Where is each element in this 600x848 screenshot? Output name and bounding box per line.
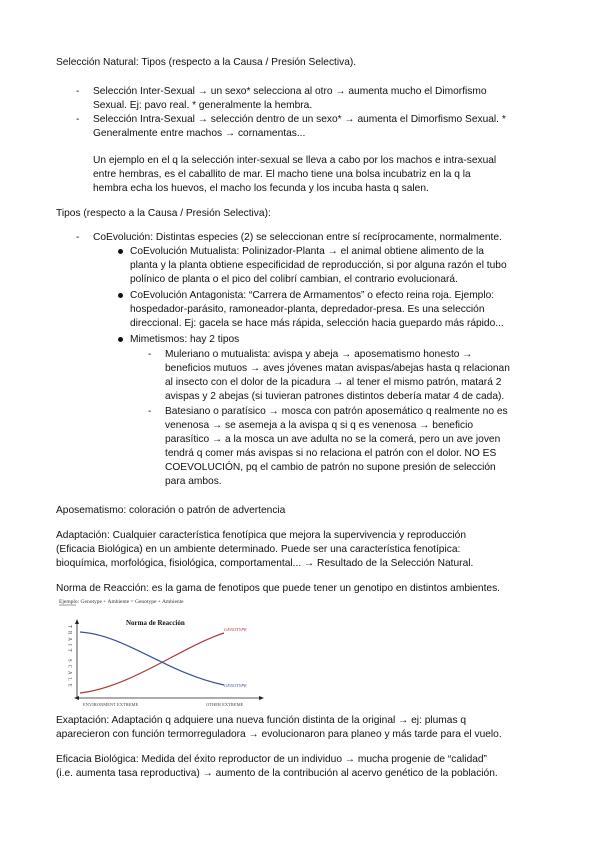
mimetismo-line: COEVOLUCIÓN, pq el cambio de patrón no supone presión de selección bbox=[165, 462, 496, 473]
mimetismo-line: beneficios mutuos → aves jóvenes matan avispas/abejas hasta q relacionan bbox=[165, 363, 510, 374]
bullet-dot bbox=[118, 337, 123, 342]
list-item-line: Sexual. Ej: pavo real. * generalmente la hembra. bbox=[93, 100, 313, 111]
mimetismo-line: Muleriano o mutualista: avispa y abeja → aposematismo honesto → bbox=[165, 349, 473, 360]
section-title: Selección Natural: Tipos (respecto a la Causa / Presión Selectiva). bbox=[56, 57, 357, 68]
figure-title: Norma de Reacción bbox=[126, 619, 185, 627]
example-line: entre hembras, es el caballito de mar. El macho tiene una bolsa incubatriz en la q la bbox=[93, 169, 471, 180]
mimetismo-line: para ambos. bbox=[165, 476, 222, 487]
bullet-line: Mimetismos: hay 2 tipos bbox=[130, 334, 240, 345]
bullet-line: hospedador-parásito, ramoneador-planta, depredador-presa. Es una selección bbox=[130, 304, 485, 315]
x-axis-arrow-left bbox=[74, 696, 79, 700]
example-line: hembra echa los huevos, el macho los fecunda y los incuba hasta q salen. bbox=[93, 183, 429, 194]
aposematismo-line: Aposematismo: coloración o patrón de advertencia bbox=[56, 505, 286, 516]
list-item-line: Selección Intra-Sexual → selección dentro de un sexo* → aumenta el Dimorfismo Sexual. * bbox=[93, 114, 506, 125]
dash-marker: - bbox=[76, 114, 80, 125]
y-axis-arrow bbox=[75, 619, 79, 624]
bullet-line: CoEvolución Mutualista: Polinizador-Planta → el animal obtiene alimento de la bbox=[130, 246, 484, 257]
bullet-line: planta y la planta obtiene especificidad de reproducción, si por alguna razón el tubo bbox=[130, 260, 507, 271]
figure-header: Ejemplo: Genotype + Ambiente = Genotype + Ambiente bbox=[59, 599, 184, 605]
mimetismo-line: avispas y 2 abejas (si tuvieran patrones distintos debería matar 4 de cada). bbox=[165, 391, 505, 402]
adaptacion-line: (Eficacia Biológica) en un ambiente determinado. Puede ser una característica fenotípica: bbox=[56, 544, 461, 555]
exaptacion-line: Exaptación: Adaptación q adquiere una nueva función distinta de la original → ej: plumas q bbox=[56, 715, 467, 726]
bullet-dot bbox=[118, 249, 123, 254]
dash-marker: - bbox=[148, 406, 152, 417]
mimetismo-line: parasítico → a la mosca un ave adulta no se la comerá, pero un ave joven bbox=[165, 434, 501, 445]
bullet-line: direccional. Ej: gacela se hace más rápida, selección hacia guepardo más rápido... bbox=[130, 318, 504, 329]
tipos-heading: Tipos (respecto a la Causa / Presión Selectiva): bbox=[56, 208, 271, 219]
list-item-line: Selección Inter-Sexual → un sexo* selecciona al otro → aumenta mucho el Dimorfismo bbox=[93, 86, 487, 97]
norma-line: Norma de Reacción: es la gama de fenotipos que puede tener un genotipo en distintos ambientes. bbox=[56, 583, 501, 594]
x-axis-arrow bbox=[259, 696, 264, 700]
x-axis-left-label: ENVIRONMENT EXTREME bbox=[83, 702, 139, 707]
curve-red bbox=[80, 633, 224, 693]
example-line: Un ejemplo en el q la selección inter-sexual se lleva a cabo por los machos e intra-sexual bbox=[93, 155, 497, 166]
eficacia-line: (i.e. aumenta tasa reproductiva) → aumento de la contribución al acervo genético de la población. bbox=[56, 768, 498, 779]
norma-reaccion-figure bbox=[56, 595, 271, 708]
bullet-dot bbox=[118, 293, 123, 298]
dash-marker: - bbox=[148, 349, 152, 360]
exaptacion-line: aparecieron con función termorreguladora → evolucionaron para planeo y más tarde para el vuelo. bbox=[56, 729, 502, 740]
bullet-line: polínico de planta o el pico del colibrí cambian, el contrario evolucionará. bbox=[130, 274, 458, 285]
dash-marker: - bbox=[76, 232, 80, 243]
curve-red-label: GENOTYPE bbox=[224, 627, 247, 632]
eficacia-line: Eficacia Biológica: Medida del éxito reproductor de un individuo → mucha progenie de “calidad” bbox=[56, 754, 487, 765]
adaptacion-line: Adaptación: Cualquier característica fenotípica que mejora la supervivencia y reproducción bbox=[56, 530, 466, 541]
mimetismo-line: tendrá q comer más avispas si no relaciona el patrón con el dolor. NO ES bbox=[165, 448, 497, 459]
x-axis-right-label: OTHER EXTREME bbox=[206, 702, 244, 707]
curve-blue bbox=[80, 632, 224, 685]
mimetismo-line: al insecto con el dolor de la picadura → al tener el mismo patrón, matará 2 bbox=[165, 377, 502, 388]
dash-marker: - bbox=[76, 86, 80, 97]
adaptacion-line: bioquímica, morfológica, fisiológica, comportamental... → Resultado de la Selección Natural. bbox=[56, 558, 474, 569]
bullet-line: CoEvolución Antagonista: “Carrera de Armamentos” o efecto reina roja. Ejemplo: bbox=[130, 290, 495, 301]
list-item-line: Generalmente entre machos → cornamentas... bbox=[93, 128, 306, 139]
curve-blue-label: GENOTYPE bbox=[224, 683, 247, 688]
coevolucion-line: CoEvolución: Distintas especies (2) se seleccionan entre sí recíprocamente, normalmente. bbox=[93, 232, 502, 243]
mimetismo-line: venenosa → se asemeja a la avispa q si q es venenosa → beneficio bbox=[165, 420, 474, 431]
mimetismo-line: Batesiano o paratísico → mosca con patrón aposemático q realmente no es bbox=[165, 406, 508, 417]
y-axis-label: TRAIT SCALE bbox=[66, 625, 72, 690]
